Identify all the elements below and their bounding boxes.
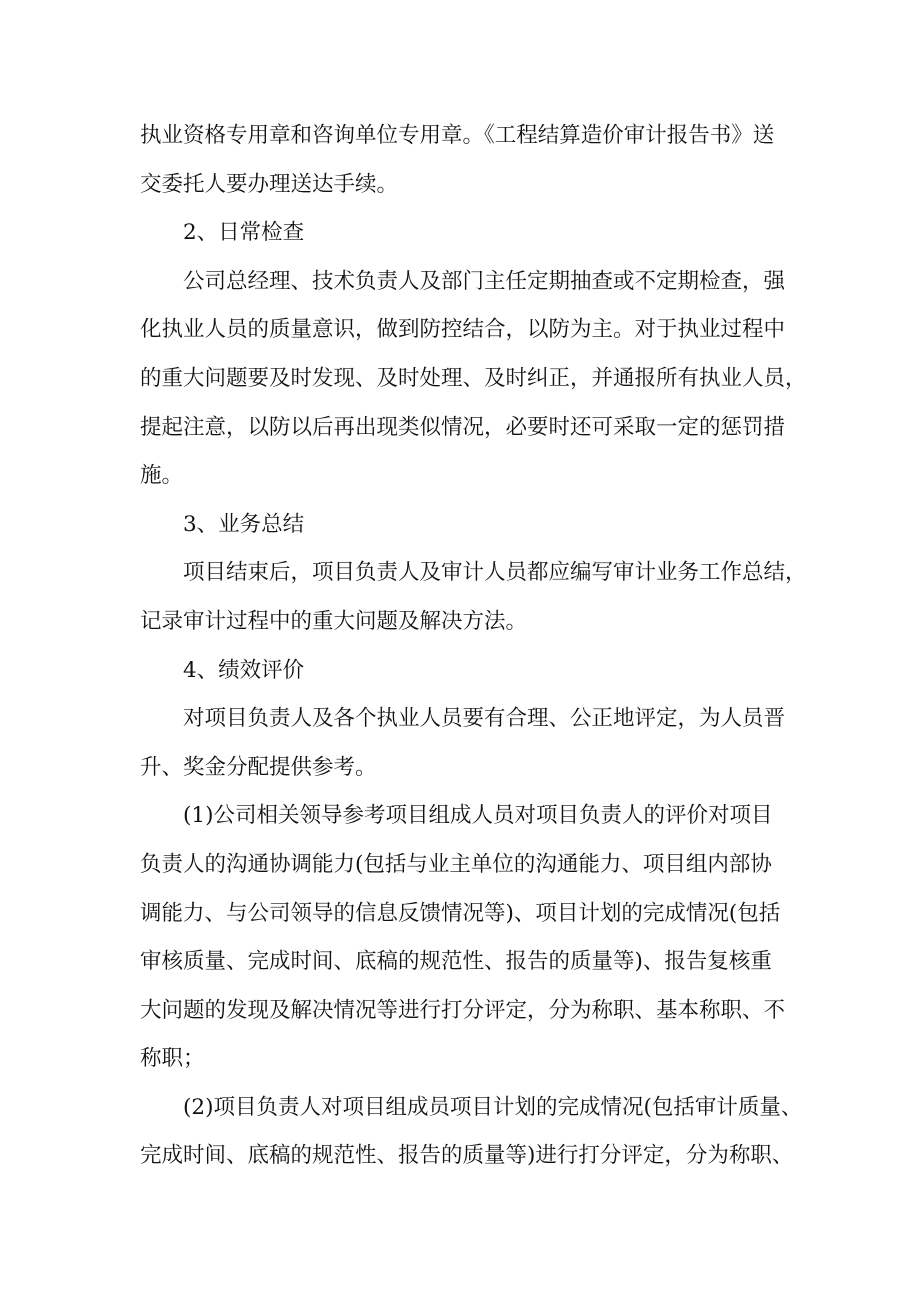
text-line: 升、奖金分配提供参考。 [140, 754, 377, 780]
text-line: 化执业人员的质量意识，做到防控结合，以防为主。对于执业过程中 [140, 317, 786, 343]
text-line: 公司总经理、技术负责人及部门主任定期抽查或不定期检查，强 [183, 268, 786, 294]
text-line: 记录审计过程中的重大问题及解决方法。 [140, 608, 528, 634]
section-heading: 3、业务总结 [183, 511, 305, 537]
text-line: 负责人的沟通协调能力(包括与业主单位的沟通能力、项目组内部协 [140, 851, 772, 877]
text-line: 大问题的发现及解决情况等进行打分评定，分为称职、基本称职、不 [140, 997, 786, 1023]
text-line: 执业资格专用章和咨询单位专用章。《工程结算造价审计报告书》送 [140, 123, 775, 148]
section-heading: 4、绩效评价 [183, 657, 305, 683]
text-line: 交委托人要办理送达手续。 [140, 171, 399, 197]
text-line: 称职； [140, 1046, 205, 1072]
section-heading: 2、日常检查 [183, 220, 305, 246]
text-line: 提起注意，以防以后再出现类似情况，必要时还可采取一定的惩罚措 [140, 414, 786, 440]
document-body [140, 112, 807, 1181]
text-line: 的重大问题要及时发现、及时处理、及时纠正，并通报所有执业人员， [140, 365, 807, 391]
text-line: (2)项目负责人对项目组成员项目计划的完成情况(包括审计质量、 [183, 1094, 803, 1120]
text-line: 施。 [140, 463, 184, 489]
text-line: 对项目负责人及各个执业人员要有合理、公正地评定，为人员晋 [183, 706, 786, 732]
text-line: 项目结束后，项目负责人及审计人员都应编写审计业务工作总结， [183, 560, 807, 586]
text-line: (1)公司相关领导参考项目组成人员对项目负责人的评价对项目 [183, 803, 773, 829]
text-line: 调能力、与公司领导的信息反馈情况等)、项目计划的完成情况(包括 [140, 900, 781, 926]
text-line: 完成时间、底稿的规范性、报告的质量等)进行打分评定，分为称职、 [140, 1143, 794, 1169]
text-line: 审核质量、完成时间、底稿的规范性、报告的质量等)、报告复核重 [140, 949, 772, 975]
